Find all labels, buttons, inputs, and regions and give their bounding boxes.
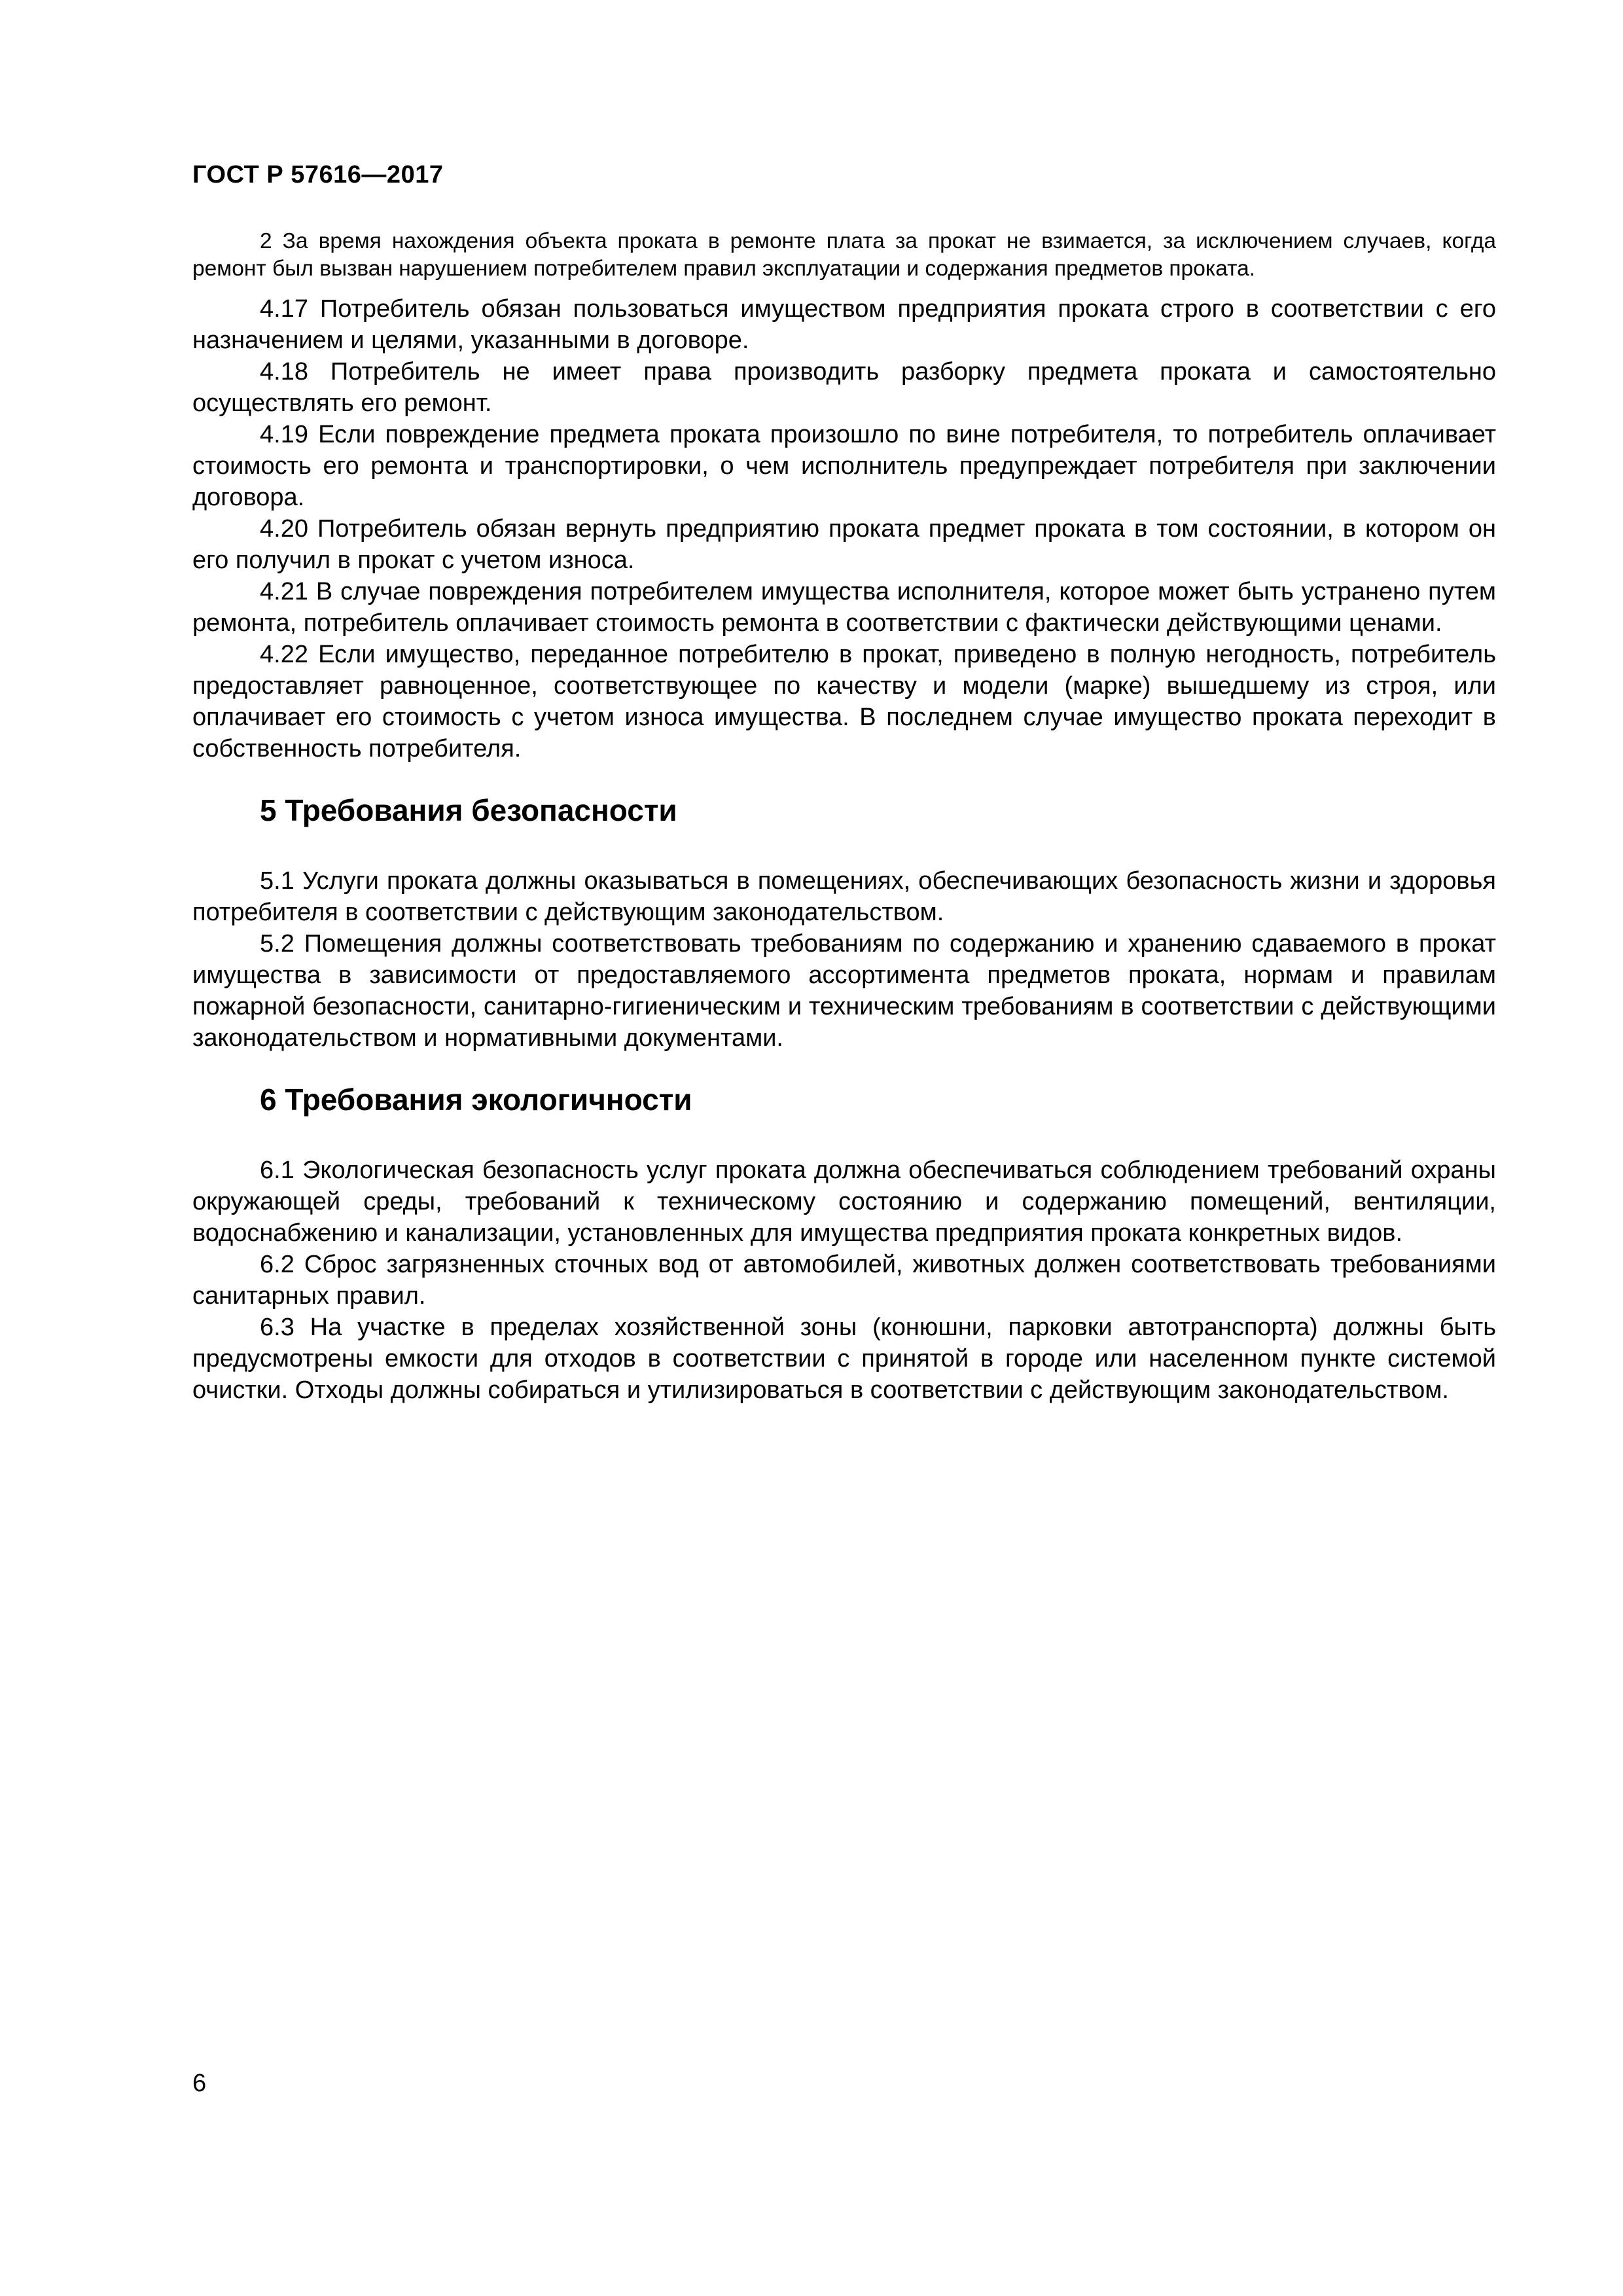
document-code: ГОСТ Р 57616—2017 (192, 161, 444, 188)
section-4-continuation (192, 293, 1496, 764)
section-6-body (192, 1155, 1496, 1406)
paragraph-5-2: 5.2 Помещения должны соответствовать требованиям по содержанию и хранению сдаваемого в прокат имущества в зависимости от предоставляемого ассортимента предметов проката, нормам и правилам пожарной безопасности, санитарно-гигиеническим и техническим требованиям в соответствии с действующими законодательством и нормативными документами. (192, 930, 1496, 1052)
paragraph-6-2: 6.2 Сброс загрязненных сточных вод от автомобилей, животных должен соответствовать требованиями санитарных правил. (192, 1251, 1496, 1310)
paragraph-4-22: 4.22 Если имущество, переданное потребителю в прокат, приведено в полную негодность, потребитель предоставляет равноценное, соответствующее по качеству и модели (марке) вышедшему из строя, или оплачивает его стоимость с учетом износа имущества. В последнем случае имущество проката переходит в собственность потребителя. (192, 641, 1496, 762)
page-number: 6 (192, 2070, 207, 2097)
paragraph-4-20: 4.20 Потребитель обязан вернуть предприятию проката предмет проката в том состоянии, в котором он его получил в прокат с учетом износа. (192, 515, 1496, 574)
section-5-title: 5 Требования безопасности (260, 793, 677, 827)
paragraph-4-19: 4.19 Если повреждение предмета проката произошло по вине потребителя, то потребитель оплачивает стоимость его ремонта и транспортировки, о чем исполнитель предупреждает потребителя при заключении договора. (192, 421, 1496, 511)
document-body (192, 228, 1496, 1406)
paragraph-4-18: 4.18 Потребитель не имеет права производить разборку предмета проката и самостоятельно осуществлять его ремонт. (192, 358, 1496, 417)
paragraph-4-17: 4.17 Потребитель обязан пользоваться имуществом предприятия проката строго в соответствии с его назначением и целями, указанными в договоре. (192, 295, 1496, 354)
note-paragraph: 2 За время нахождения объекта проката в ремонте плата за прокат не взимается, за исключением случаев, когда ремонт был вызван нарушением потребителем правил эксплуатации и содержания предметов проката. (192, 229, 1496, 281)
paragraph-5-1: 5.1 Услуги проката должны оказываться в помещениях, обеспечивающих безопасность жизни и здоровья потребителя в соответствии с действующим законодательством. (192, 867, 1496, 926)
paragraph-6-1: 6.1 Экологическая безопасность услуг проката должна обеспечиваться соблюдением требований охраны окружающей среды, требований к техническому состоянию и содержанию помещений, вентиляции, водоснабжению и канализации, установленных для имущества предприятия проката конкретных видов. (192, 1157, 1496, 1247)
section-5-body (192, 865, 1496, 1054)
paragraph-6-3: 6.3 На участке в пределах хозяйственной зоны (конюшни, парковки автотранспорта) должны быть предусмотрены емкости для отходов в соответствии с принятой в городе или населенном пункте системой очистки. Отходы должны собираться и утилизироваться в соответствии с действующим законодательством. (192, 1314, 1496, 1404)
section-6-title: 6 Требования экологичности (260, 1083, 692, 1117)
paragraph-4-21: 4.21 В случае повреждения потребителем имущества исполнителя, которое может быть устранено путем ремонта, потребитель оплачивает стоимость ремонта в соответствии с фактически действующими ценами. (192, 578, 1496, 637)
